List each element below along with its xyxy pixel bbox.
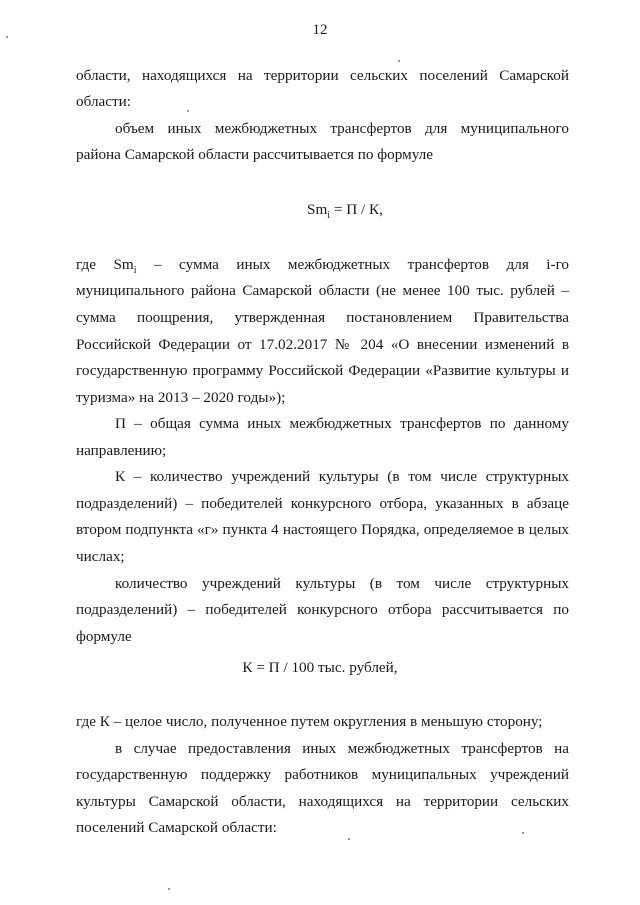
- text-line: поселений Самарской области:: [76, 819, 277, 836]
- formula-lhs: Sm: [307, 201, 328, 218]
- word: i-го: [546, 256, 570, 273]
- scan-speck: [398, 60, 400, 62]
- page-number: 12: [312, 22, 328, 38]
- text-line: в случае предоставления иных межбюджетных трансфертов на: [115, 740, 569, 757]
- text-line: формуле: [76, 628, 132, 645]
- text-line: Российской Федерации от 17.02.2017 № 204 «О внесении изменений в: [76, 336, 569, 353]
- word: иных: [236, 256, 271, 273]
- text-line: числах;: [76, 548, 125, 565]
- text-line: направлению;: [76, 442, 167, 459]
- scan-speck: [348, 838, 350, 840]
- text-line: где К – целое число, полученное путем округления в меньшую сторону;: [76, 713, 543, 730]
- text-line: подразделений) – победителей конкурсного отбора, указанных в абзаце: [76, 495, 569, 512]
- text-line: государственную программу Российской Федерации «Развитие культуры и: [76, 362, 569, 379]
- word: сумма: [179, 256, 219, 273]
- text-line: государственную поддержку работников муниципальных учреждений: [76, 766, 569, 783]
- text-line: сумма поощрения, утвержденная постановлением Правительства: [76, 309, 569, 326]
- scan-speck: [168, 888, 170, 890]
- text-line: области, находящихся на территории сельских поселений Самарской: [76, 67, 569, 84]
- text-line: культуры Самарской области, находящихся на территории сельских: [76, 793, 569, 810]
- word: $Sm_i$: [113, 256, 137, 277]
- scan-speck: [6, 36, 8, 38]
- formula-k: К = П / 100 тыс. рублей,: [242, 659, 398, 676]
- scan-speck: [522, 832, 524, 834]
- text-line: области:: [76, 93, 131, 110]
- scan-speck: [187, 110, 189, 112]
- word: где: [76, 256, 96, 273]
- text-line: муниципального района Самарской области (не менее 100 тыс. рублей –: [76, 282, 569, 299]
- word: –: [153, 256, 162, 273]
- formula-sub: i: [327, 210, 331, 222]
- text-line: втором подпункта «г» пункта 4 настоящего Порядка, определяемое в целых: [76, 521, 569, 538]
- text-line: К – количество учреждений культуры (в том числе структурных: [115, 468, 569, 485]
- text-line: района Самарской области рассчитывается по формуле: [76, 146, 433, 163]
- text-line: количество учреждений культуры (в том числе структурных: [115, 575, 569, 592]
- text-line: объем иных межбюджетных трансфертов для муниципального: [115, 120, 569, 137]
- word: трансфертов: [407, 256, 490, 273]
- text-line: П – общая сумма иных межбюджетных трансфертов по данному: [115, 415, 569, 432]
- text-line: туризма» на 2013 – 2020 годы»);: [76, 389, 286, 406]
- word: для: [506, 256, 529, 273]
- formula-sm: [0, 201, 640, 222]
- text-line: подразделений) – победителей конкурсного отбора рассчитывается по: [76, 601, 569, 618]
- where-line: [76, 256, 570, 277]
- formula-rhs: = П / К,: [330, 201, 383, 218]
- word: межбюджетных: [287, 256, 391, 273]
